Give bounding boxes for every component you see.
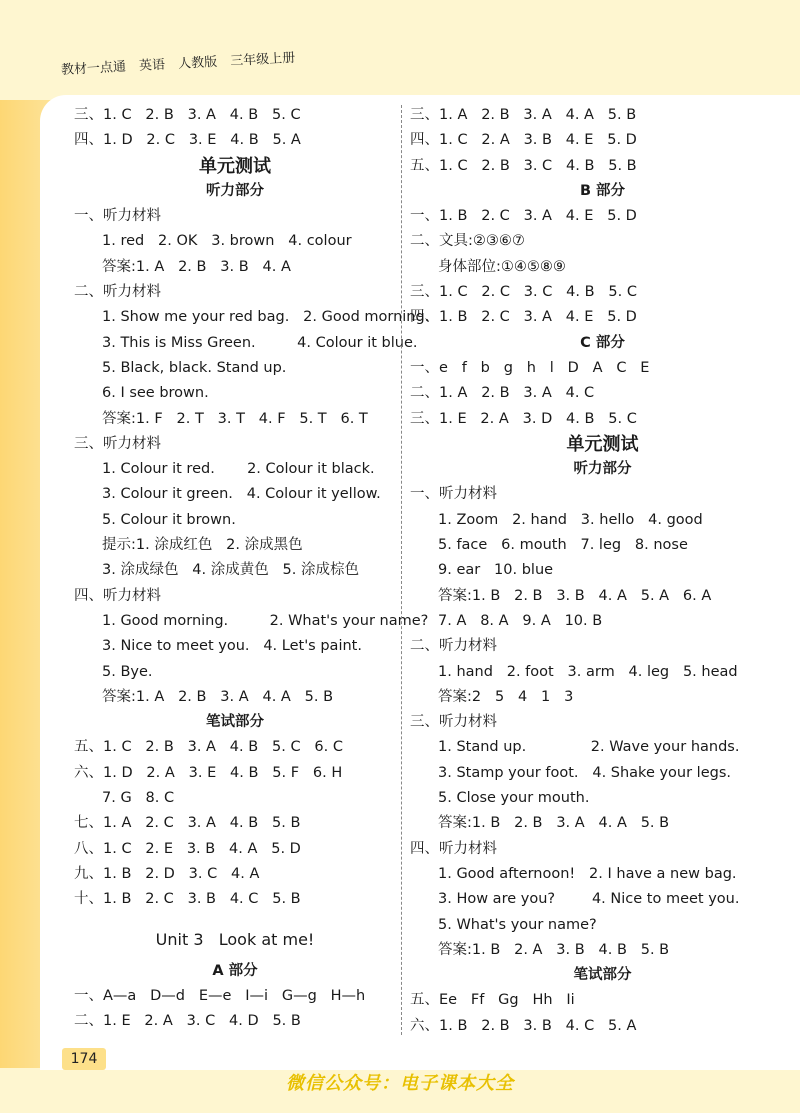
header-book-title: 教材一点通 [60,59,127,79]
answer-line: 1. Good morning. 2. What's your name? [102,612,429,629]
answer-line: 七、1. A 2. C 3. A 4. B 5. B [74,815,301,832]
answer-line: 5. face 6. mouth 7. leg 8. nose [438,537,688,554]
answer-line: 五、1. C 2. B 3. A 4. B 5. C 6. C [74,739,343,756]
answer-line: 二、听力材料 [410,638,497,655]
section-heading: 听力部分 [573,461,632,478]
answer-line: 二、文具:②③⑥⑦ [410,233,525,250]
answer-line: 八、1. C 2. E 3. B 4. A 5. D [74,840,301,857]
header-grade: 三年级上册 [229,50,296,70]
section-heading: 笔试部分 [573,967,632,984]
answer-line: 九、1. B 2. D 3. C 4. A [74,865,260,882]
answer-line: 3. Nice to meet you. 4. Let's paint. [102,638,362,655]
answer-line: 1. Good afternoon! 2. I have a new bag. [438,865,737,882]
answer-line: 答案:1. B 2. A 3. B 4. B 5. B [438,941,670,958]
answer-line: 三、听力材料 [74,435,161,452]
answer-line: 一、听力材料 [74,208,161,225]
answer-line: 5. What's your name? [438,916,597,933]
answer-line: 3. Colour it green. 4. Colour it yellow. [102,486,381,503]
answer-line: 三、1. C 2. B 3. A 4. B 5. C [74,107,301,123]
answer-line: 5. Black, black. Stand up. [102,359,287,376]
answer-line: 提示:1. 涂成红色 2. 涂成黑色 [102,537,303,554]
answer-line: 1. Zoom 2. hand 3. hello 4. good [438,511,703,528]
answer-line: 身体部位:①④⑤⑧⑨ [438,258,566,275]
answer-line: 四、听力材料 [410,840,497,857]
unit-title: Unit 3 Look at me! [155,929,315,949]
section-heading: 笔试部分 [206,714,264,731]
answer-line: 三、1. C 2. C 3. C 4. B 5. C [410,284,637,301]
answer-line: 3. 涂成绿色 4. 涂成黄色 5. 涂成棕色 [102,562,359,579]
answer-line: 一、听力材料 [410,486,497,503]
answer-line: 二、听力材料 [74,284,161,301]
answer-line: 3. Stamp your foot. 4. Shake your legs. [438,764,732,781]
answer-line: 二、1. A 2. B 3. A 4. C [410,385,595,402]
answer-line: 5. Bye. [102,663,153,680]
answer-line: 5. Colour it brown. [102,511,236,528]
answer-line: 四、听力材料 [74,587,161,604]
answer-line: 六、1. D 2. A 3. E 4. B 5. F 6. H [74,764,343,781]
column-divider [401,105,402,1035]
answer-column-left [74,103,430,1034]
answer-line: 1. Stand up. 2. Wave your hands. [438,739,740,756]
answer-line: 十、1. B 2. C 3. B 4. C 5. B [74,891,301,908]
answer-line: 五、1. C 2. B 3. C 4. B 5. B [410,157,637,174]
answer-line: 四、1. D 2. C 3. E 4. B 5. A [74,132,301,149]
answer-line: 四、1. C 2. A 3. B 4. E 5. D [410,132,637,149]
answer-line: 答案:1. F 2. T 3. T 4. F 5. T 6. T [102,410,368,427]
answer-line: 1. Show me your red bag. 2. Good morning. [102,309,430,326]
answer-line: 二、1. E 2. A 3. C 4. D 5. B [74,1013,301,1030]
answer-line: 三、1. A 2. B 3. A 4. A 5. B [410,107,637,123]
answer-line: 7. G 8. C [102,790,175,807]
answer-line: 答案:1. A 2. B 3. A 4. A 5. B [102,688,334,705]
answer-line: 三、1. E 2. A 3. D 4. B 5. C [410,410,637,427]
header-edition: 人教版 [177,54,218,72]
answer-line: 一、1. B 2. C 3. A 4. E 5. D [410,208,637,225]
answer-line: 四、1. B 2. C 3. A 4. E 5. D [410,309,637,326]
answer-line: 答案:1. A 2. B 3. B 4. A [102,258,291,275]
section-heading: B 部分 [579,182,626,199]
page-number: 174 [62,1048,106,1070]
section-heading: 听力部分 [206,182,264,199]
section-title: 单元测试 [199,155,271,177]
answer-line: 六、1. B 2. B 3. B 4. C 5. A [410,1017,637,1034]
answer-line: 答案:1. B 2. B 3. A 4. A 5. B [438,815,670,832]
answer-line: 1. Colour it red. 2. Colour it black. [102,461,375,478]
answer-line: 3. This is Miss Green. 4. Colour it blue. [102,334,418,351]
answer-line: 答案:2 5 4 1 3 [438,688,574,705]
answer-line: 一、e f b g h l D A C E [410,359,650,376]
answer-line: 1. red 2. OK 3. brown 4. colour [102,233,352,250]
answer-line: 9. ear 10. blue [438,562,554,579]
watermark-text: 微信公众号：电子课本大全 [286,1073,514,1094]
answer-line: 三、听力材料 [410,714,497,731]
answer-line: 1. hand 2. foot 3. arm 4. leg 5. head [438,663,738,680]
answer-line: 3. How are you? 4. Nice to meet you. [438,891,740,908]
section-heading: A 部分 [212,962,258,979]
answer-line: 答案:1. B 2. B 3. B 4. A 5. A 6. A [438,587,712,604]
header-subject: 英语 [138,57,166,74]
answer-column-right [410,103,795,1039]
section-title: 单元测试 [566,433,639,455]
answer-line: 一、A—a D—d E—e I—i G—g H—h [74,987,366,1004]
answer-line: 5. Close your mouth. [438,790,590,807]
section-heading: C 部分 [580,334,625,351]
answer-line: 7. A 8. A 9. A 10. B [438,612,603,629]
answer-line: 6. I see brown. [102,385,209,402]
answer-line: 五、Ee Ff Gg Hh Ii [410,992,575,1009]
